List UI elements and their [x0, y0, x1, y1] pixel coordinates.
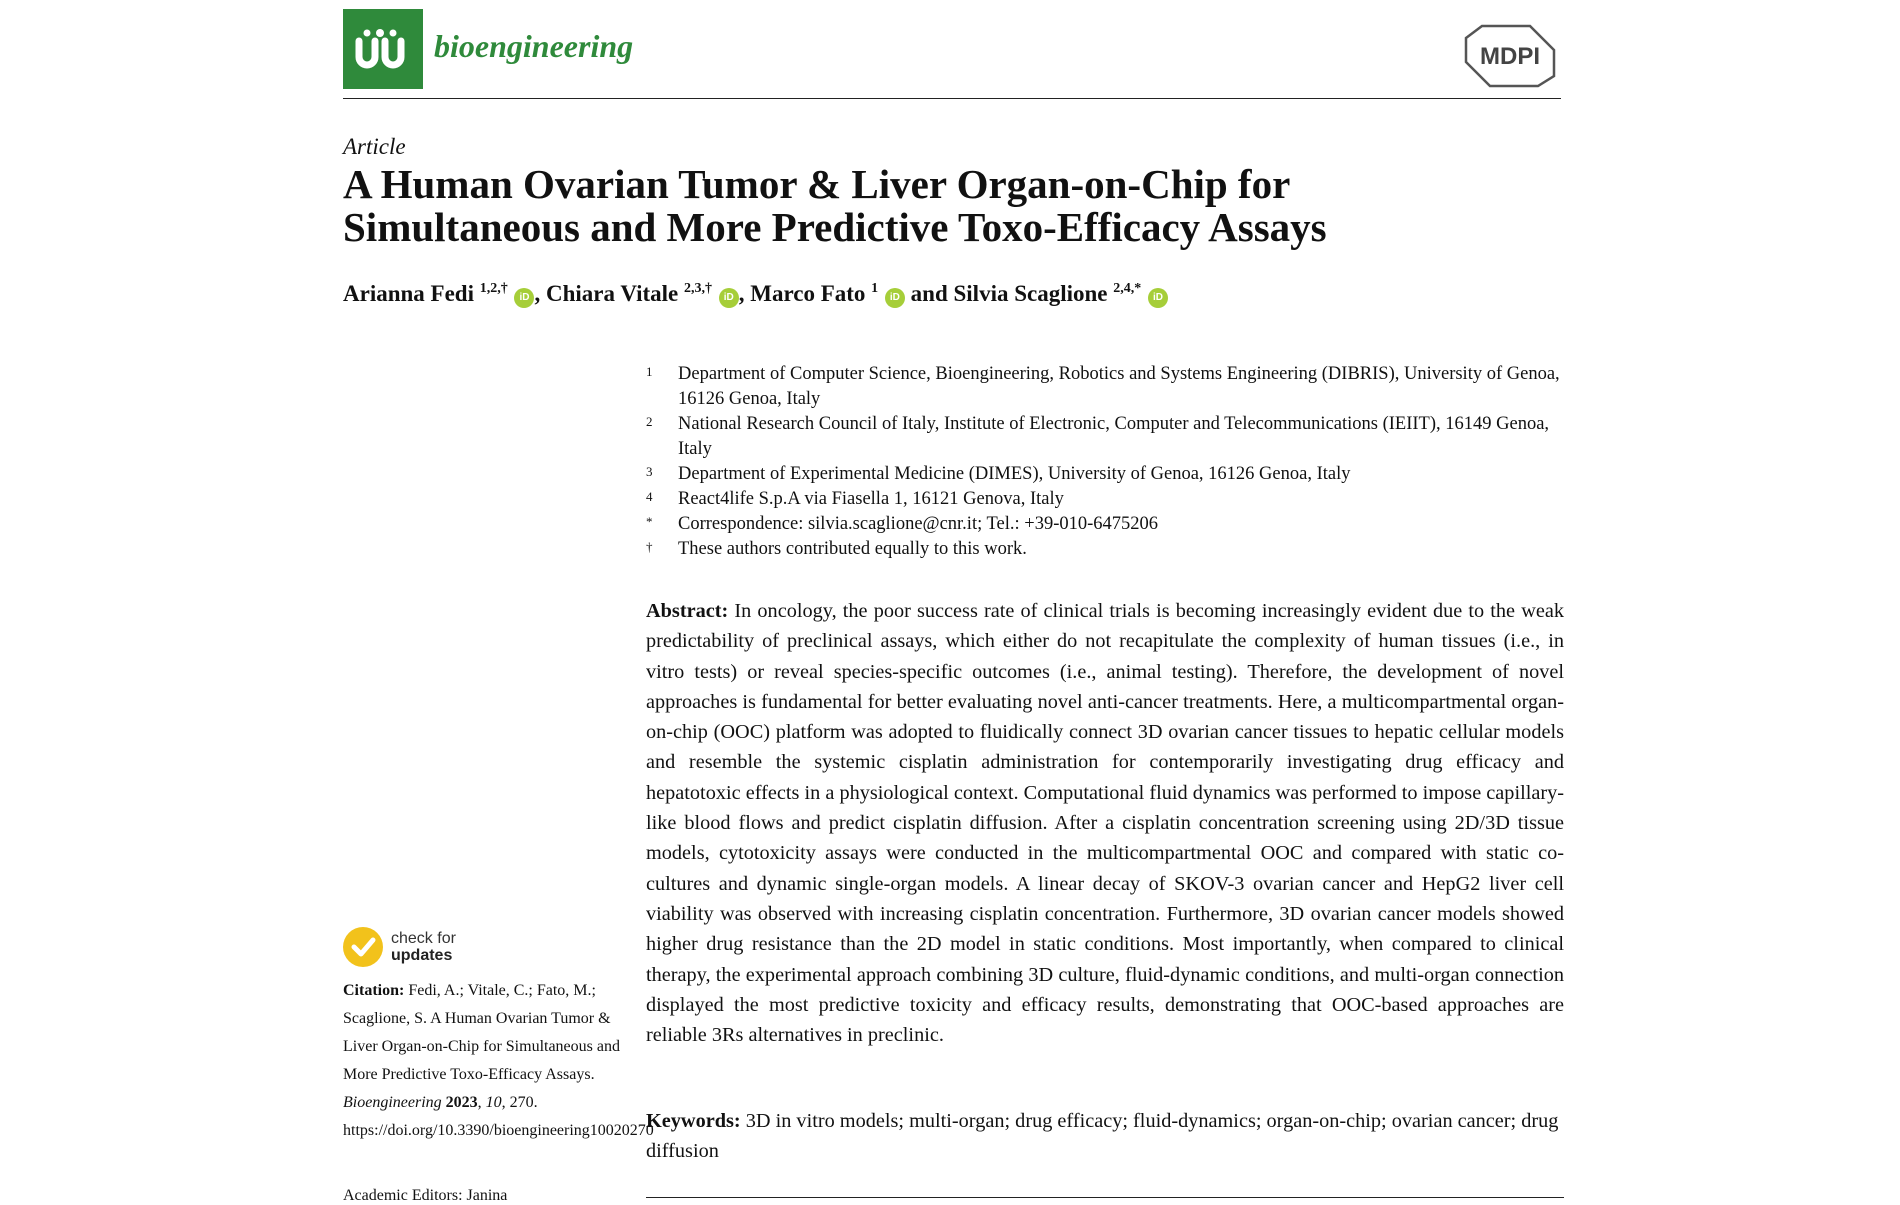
footer-divider: [646, 1197, 1564, 1198]
author-separator: and: [910, 281, 948, 306]
keywords-label: Keywords:: [646, 1110, 741, 1132]
article-type: Article: [343, 134, 406, 159]
correspondence-text[interactable]: Correspondence: silvia.scaglione@cnr.it; Tel.: +39-010-6475206: [678, 514, 1159, 534]
author-affiliation-marks: 1: [871, 281, 879, 296]
author-affiliation-marks: 2,4,*: [1113, 281, 1142, 296]
orcid-icon[interactable]: iD: [514, 288, 534, 308]
affiliation-text: React4life S.p.A via Fiasella 1, 16121 Genova, Italy: [678, 489, 1064, 509]
affiliation-mark: 4: [646, 489, 653, 504]
keywords-text: 3D in vitro models; multi-organ; drug efficacy; fluid-dynamics; organ-on-chip; ovarian cancer; drug diffusion: [646, 1110, 1559, 1163]
affiliation-item: [646, 362, 1566, 412]
checkmark-icon: [343, 927, 383, 967]
affiliation-mark: †: [646, 539, 653, 554]
check-for-updates-line2: updates: [391, 947, 453, 964]
citation-doi[interactable]: , 270. https://doi.org/10.3390/bioengineering10020270: [343, 1094, 654, 1139]
author-separator: ,: [738, 281, 745, 306]
affiliation-text: Department of Computer Science, Bioengineering, Robotics and Systems Engineering (DIBRIS), University of Genoa, 16126 Genoa, Italy: [678, 364, 1560, 409]
mdpi-logo[interactable]: [1460, 20, 1560, 90]
author-name[interactable]: Arianna Fedi: [343, 281, 474, 306]
citation-volume: 10: [485, 1094, 502, 1111]
abstract-text: In oncology, the poor success rate of clinical trials is becoming increasingly evident due to the weak predictability of preclinical assays, which either do not recapitulate the complexity of human tissues (i.e., in vitro tests) or reveal species-specific outcomes (i.e., animal testing). Therefore, the development of novel approaches is fundamental for better evaluating novel anti-cancer treatments. Here, a multicompartmental organ-on-chip (OOC) platform was adopted to fluidically connect 3D ovarian cancer tissues to hepatic cellular models and resemble the systemic cisplatin administration for contemporarily investigating drug efficacy and hepatotoxic effects in a physiological context. Computational fluid dynamics was performed to impose capillary-like blood flows and predict cisplatin diffusion. After a cisplatin concentration screening using 2D/3D tissue models, cytotoxicity assays were conducted in the multicompartmental OOC and compared with static co-cultures and dynamic single-organ models. A linear decay of SKOV-3 ovarian cancer and HepG2 liver cell viability was observed with increasing cisplatin concentration. Furthermore, 3D ovarian cancer models showed higher drug resistance than the 2D model in static conditions. Most importantly, when compared to clinical therapy, the experimental approach combining 3D culture, fluid-dynamic conditions, and multi-organ connection displayed the most predictive toxicity and efficacy results, demonstrating that OOC-based approaches are reliable 3Rs alternatives in preclinic.: [646, 600, 1564, 1047]
affiliation-text: These authors contributed equally to this work.: [678, 539, 1027, 559]
orcid-icon[interactable]: iD: [885, 288, 905, 308]
affiliation-mark: 3: [646, 464, 653, 479]
header-divider: [343, 98, 1561, 99]
page-title: A Human Ovarian Tumor & Liver Organ-on-Chip for Simultaneous and More Predictive Toxo-Efficacy Assays: [343, 161, 1327, 250]
mdpi-logo-text: MDPI: [1480, 43, 1540, 70]
citation-journal: Bioengineering: [343, 1094, 442, 1111]
author-affiliation-marks: 2,3,†: [683, 281, 712, 296]
affiliations: [646, 362, 1566, 562]
citation-label: Citation:: [343, 982, 405, 999]
affiliation-item: [646, 537, 1566, 562]
journal-logo-icon: [343, 9, 423, 89]
journal-logo: [343, 9, 423, 89]
check-for-updates-line1: check for: [391, 930, 456, 947]
citation-year: 2023: [445, 1094, 478, 1111]
author-name[interactable]: Chiara Vitale: [545, 281, 679, 306]
affiliation-item: [646, 462, 1566, 487]
check-for-updates-badge[interactable]: [343, 927, 456, 967]
affiliation-text: Department of Experimental Medicine (DIMES), University of Genoa, 16126 Genoa, Italy: [678, 464, 1351, 484]
orcid-icon[interactable]: iD: [1148, 288, 1168, 308]
affiliation-item: [646, 487, 1566, 512]
affiliation-item: [646, 412, 1566, 462]
citation-text: Fedi, A.; Vitale, C.; Fato, M.; Scaglione, S. A Human Ovarian Tumor & Liver Organ-on-Chip for Simultaneous and More Predictive Toxo-Efficacy Assays.: [343, 982, 620, 1083]
affiliation-text: National Research Council of Italy, Institute of Electronic, Computer and Telecommunications (IEIIT), 16149 Genoa, Italy: [678, 414, 1550, 459]
abstract: [646, 596, 1564, 1050]
affiliation-item: [646, 512, 1566, 537]
affiliation-mark: 1: [646, 364, 653, 379]
affiliation-mark: *: [646, 514, 653, 529]
author-name[interactable]: Marco Fato: [750, 281, 866, 306]
academic-editors: Academic Editors: Janina: [343, 1187, 508, 1204]
affiliation-mark: 2: [646, 414, 653, 429]
author-affiliation-marks: 1,2,†: [479, 281, 508, 296]
orcid-icon[interactable]: iD: [719, 288, 739, 308]
author-separator: ,: [534, 281, 541, 306]
journal-name[interactable]: bioengineering: [434, 28, 634, 64]
author-name[interactable]: Silvia Scaglione: [953, 281, 1108, 306]
citation: Citation: Fedi, A.; Vitale, C.; Fato, M.; Scaglione, S. A Human Ovarian Tumor & Liver Organ-on-Chip for Simultaneous and More Predictive Toxo-Efficacy Assays. Bioengineering 2023, 10, 270. https://doi.org/10.3390/bioengineering10020270: [343, 982, 654, 1139]
abstract-label: Abstract:: [646, 600, 729, 622]
author-list: [343, 281, 1168, 308]
keywords: [646, 1106, 1564, 1167]
